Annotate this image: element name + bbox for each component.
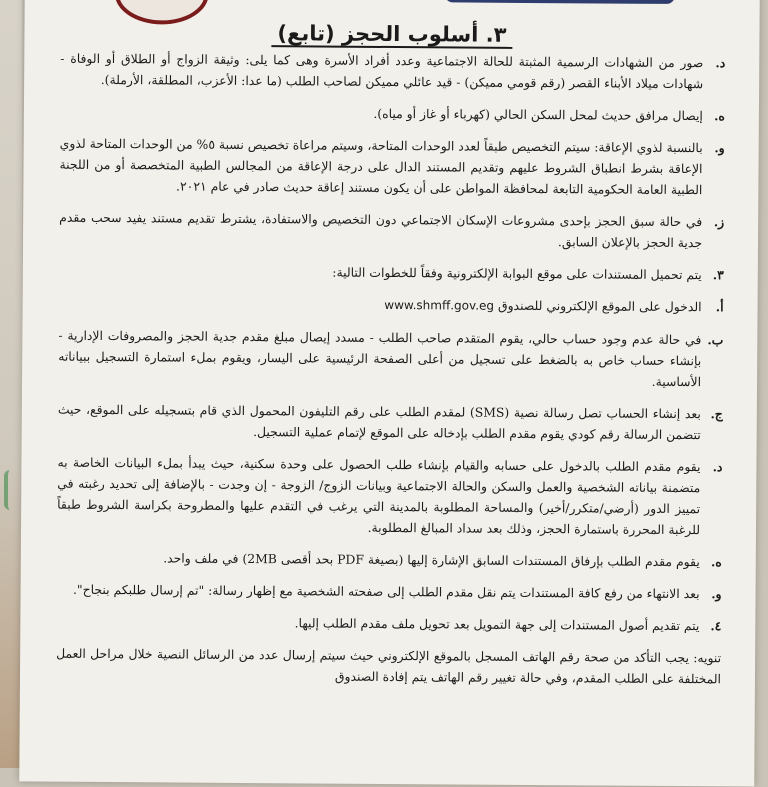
step-item — [58, 325, 723, 393]
section-marker: ٤. — [710, 618, 722, 634]
step-marker: د. — [712, 459, 723, 475]
header-banner — [445, 0, 675, 4]
step-marker: ج. — [710, 406, 723, 422]
item-text: صور من الشهادات الرسمية المثبتة للحالة الاجتماعية وعدد أفراد الأسرة وهى كما يلى: وثيقة الزواج أو الطلاق أو الوفاة - شهادات ميلاد الأبناء القصر (رقم قومي مميكن) - قيد عائلي مميكن لصاحب الطلب (ما عدا: الأعزب، المطلقة، الأرملة). — [60, 50, 704, 92]
list-item — [59, 207, 724, 254]
step-item — [58, 399, 723, 446]
step-marker: و. — [711, 586, 722, 602]
green-mark — [4, 470, 22, 510]
step-text: بعد إنشاء الحساب تصل رسالة نصية (SMS) لمقدم الطلب على رقم التليفون المحمول الذي قام بتسجيله على الموقع، حيث تتضمن الرسالة رقم كودي يقوم مقدم الطلب بإدخاله على الموقع لإتمام عملية التسجيل. — [57, 401, 701, 443]
step-marker: ه. — [710, 554, 722, 570]
list-item — [60, 48, 725, 95]
section-heading — [24, 19, 759, 48]
step-text — [59, 292, 702, 318]
item-marker: ه. — [714, 108, 725, 124]
step-text: في حالة عدم وجود حساب حالي، يقوم المتقدم صاحب الطلب - مسدد إيصال مبلغ مقدم جدية الحجز والمصروفات الإدارية - بإنشاء حساب خاص به بالضغط على تسجيل من أعلى الصفحة الرئيسية على اليسار، ويقوم بملء استمارة التسجيل ببياناته الأساسية. — [58, 327, 702, 390]
section-original-documents — [56, 611, 721, 637]
notice-text: تنويه: يجب التأكد من صحة رقم الهاتف المسجل بالموقع الإلكتروني حيث سيتم إرسال عدد من الرسائل النصية خلال مراحل العمل المختلفة على الطلب المقدم، وفي حالة تغيير رقم الهاتف يتم إفادة الصندوق — [56, 645, 722, 687]
step-text: يقوم مقدم الطلب بإرفاق المستندات السابق الإشارة إليها (بصيغة PDF بحد أقصى 2MB) في ملف واحد. — [163, 550, 700, 570]
step-marker: ب. — [707, 332, 724, 348]
step-item — [59, 292, 724, 319]
item-text: بالنسبة لذوي الإعاقة: سيتم التخصيص طبقاً لعدد الوحدات المتاحة، وسيتم مراعاة تخصيص نسبة ٥% من الوحدات المتاحة لذوي الإعاقة بشرط انطباق الشروط عليهم وتقديم المستند الدال على درجة الإعاقة من المجالس الطبية المتخصصة أو من اللجنة الطبية العامة الحكومية التابعة لمحافظة المواطن على أن يكون مستند إعاقة حديث صادر في عام ٢٠٢١. — [59, 135, 703, 198]
step-marker: أ. — [715, 299, 724, 315]
step-item — [57, 579, 722, 605]
step-label: الدخول على الموقع الإلكتروني للصندوق — [497, 297, 702, 315]
logo-emblem — [129, 0, 189, 4]
step-text: يقوم مقدم الطلب بالدخول على حسابه والقيام بإنشاء طلب الحصول على وحدة سكنية، حيث يبدأ بملء البيانات الخاصة به متضمنة بياناته الشخصية والعمل والسكن والحالة الاجتماعية وبيانات الزوج/ الزوجة - إن وجدت - بالإضافة إلى تحديد رغبته في تمييز الدور (أرضي/متكرر/أخير) والمساحة المطلوبة بالمدينة التي يرغب في التقدم عليها والمطروحة بكراسة الشروط طبقاً للرغبة المحررة باستمارة الحجز، وذلك بعد سداد المبالغ المطلوبة. — [57, 454, 701, 538]
document-page — [19, 0, 759, 787]
section-upload-steps — [59, 260, 724, 286]
section-marker: ٣. — [712, 267, 724, 283]
notice — [56, 643, 721, 690]
step-item — [57, 547, 722, 573]
list-item — [60, 101, 725, 127]
step-text: بعد الانتهاء من رفع كافة المستندات يتم نقل مقدم الطلب إلى صفحته الشخصية مع إظهار رسالة: "تم إرسال طلبكم بنجاح". — [72, 581, 700, 602]
background-strip — [0, 0, 22, 768]
list-item — [59, 133, 724, 201]
item-marker: و. — [714, 140, 725, 156]
item-text: إيصال مرافق حديث لمحل السكن الحالي (كهرباء أو غاز أو مياه). — [373, 105, 703, 124]
item-marker: د. — [715, 55, 726, 71]
item-text: في حالة سبق الحجز بإحدى مشروعات الإسكان الاجتماعي دون التخصيص والاستفادة، يشترط تقديم مستند يفيد سحب مقدم جدية الحجز بالإعلان السابق. — [59, 209, 703, 251]
item-marker: ز. — [713, 214, 725, 230]
section-text: يتم تقديم أصول المستندات إلى جهة التمويل بعد تحويل ملف مقدم الطلب إليها. — [294, 615, 700, 634]
website-link[interactable]: www.shmff.gov.eg — [384, 297, 495, 313]
section-title: ٣. أسلوب الحجز (تابع) — [271, 21, 512, 49]
step-item — [57, 452, 723, 541]
document-body — [56, 48, 726, 701]
section-text: يتم تحميل المستندات على موقع البوابة الإلكترونية وفقاً للخطوات التالية: — [332, 264, 702, 283]
